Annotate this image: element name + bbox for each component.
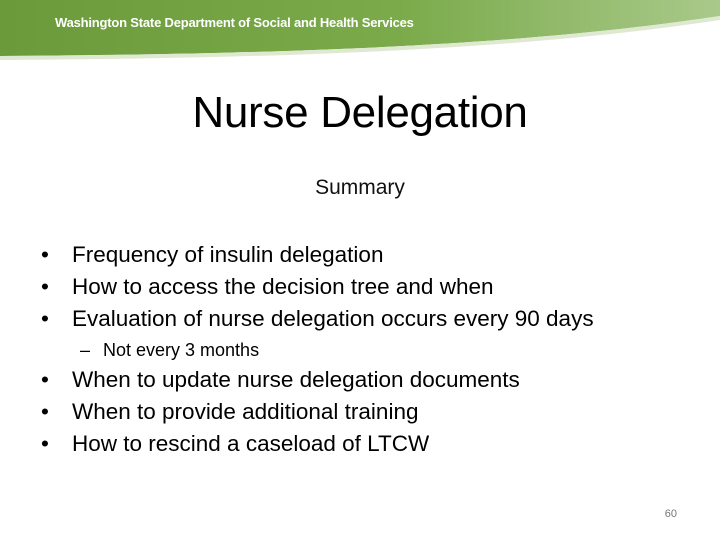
bullet-icon: •	[41, 306, 49, 331]
list-item	[0, 271, 720, 303]
bullet-icon: •	[41, 367, 49, 392]
bullet-icon: •	[41, 399, 49, 424]
bullet-text: How to rescind a caseload of LTCW	[72, 431, 430, 456]
org-name: Washington State Department of Social and Health Services	[55, 15, 414, 30]
slide-title: Nurse Delegation	[192, 88, 528, 137]
list-item	[0, 364, 720, 396]
header-banner	[0, 0, 720, 60]
banner-swoosh	[0, 0, 720, 60]
sub-bullet-text: Not every 3 months	[103, 340, 260, 360]
bullet-icon: •	[41, 274, 49, 299]
bullet-text: Frequency of insulin delegation	[72, 242, 384, 267]
bullet-text: When to update nurse delegation documents	[72, 367, 520, 392]
bullet-list-top	[0, 239, 720, 365]
bullet-list-bottom	[0, 364, 720, 460]
list-item	[0, 239, 720, 271]
bullet-text: Evaluation of nurse delegation occurs every 90 days	[72, 306, 594, 331]
bullet-icon: •	[41, 431, 49, 456]
bullet-text: How to access the decision tree and when	[72, 274, 494, 299]
bullet-text: When to provide additional training	[72, 399, 419, 424]
dash-icon: –	[80, 340, 91, 360]
sub-list-item	[0, 335, 720, 365]
list-item	[0, 303, 720, 335]
list-item	[0, 428, 720, 460]
bullet-icon: •	[41, 242, 49, 267]
page-number: 60	[664, 508, 677, 520]
slide-subtitle: Summary	[315, 176, 405, 199]
list-item	[0, 396, 720, 428]
